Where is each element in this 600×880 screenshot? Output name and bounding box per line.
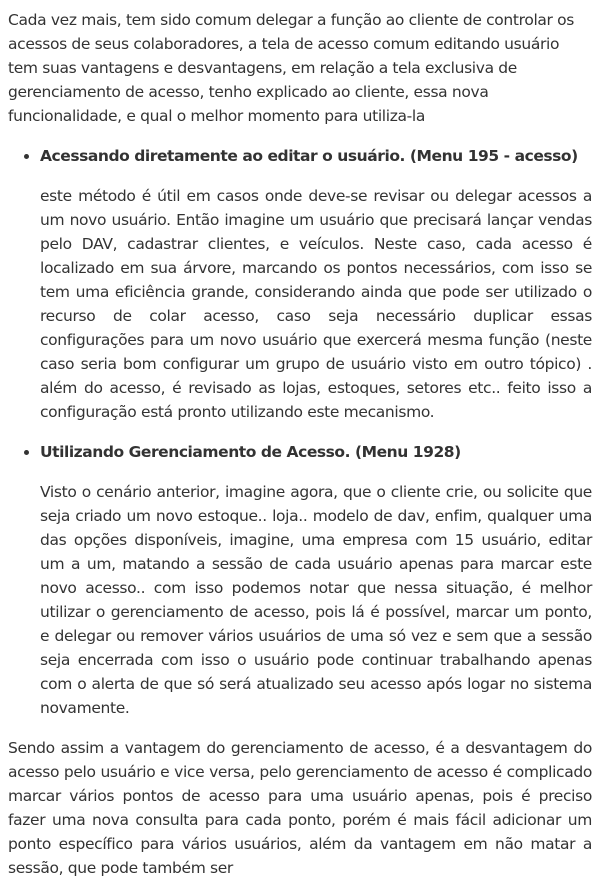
article [8,8,592,880]
item-body: este método é útil em casos onde deve-se revisar ou delegar acessos a um novo usuário. Então imagine um usuário que precisará lançar vendas pelo DAV, cadastrar clientes, e veículos. Neste caso, cada acesso é localizado em sua árvore, marcando os pontos necessários, com isso se tem uma eficiência grande, considerando ainda que pode ser utilizado o recurso de colar acesso, caso seja necessário duplicar essas configurações para um novo usuário que exercerá mesma função (neste caso seria bom configurar um grupo de usuário visto em outro tópico) . além do acesso, é revisado as lojas, estoques, setores etc.. feito isso a configuração está pronto utilizando este mecanismo. [40,187,592,421]
conclusion-paragraph: Sendo assim a vantagem do gerenciamento de acesso, é a desvantagem do acesso pelo usuário e vice versa, pelo gerenciamento de acesso é complicado marcar vários pontos de acesso para uma usuário apenas, pois é preciso fazer uma nova consulta para cada ponto, porém é mais fácil adicionar um ponto específico para vários usuários, além da vantagem em não matar a sessão, que pode também ser [8,739,592,877]
intro-paragraph: Cada vez mais, tem sido comum delegar a função ao cliente de controlar os acessos de seus colaboradores, a tela de acesso comum editando usuário tem suas vantagens e desvantagens, em relação a tela exclusiva de gerenciamento de acesso, tenho explicado ao cliente, essa nova funcionalidade, e qual o melhor momento para utiliza-la [8,11,575,125]
list-item-access-management [40,440,592,720]
item-title: • Acessando diretamente ao editar o usuário. (Menu 195 - acesso) [40,147,578,165]
list-item-edit-user [40,144,592,424]
item-title: • Utilizando Gerenciamento de Acesso. (Menu 1928) [40,443,461,461]
item-body: Visto o cenário anterior, imagine agora, que o cliente crie, ou solicite que seja criado um novo estoque.. loja.. modelo de dav, enfim, qualquer uma das opções disponíveis, imagine, uma empresa com 15 usuário, editar um a um, matando a sessão de cada usuário apenas para marcar este novo acesso.. com isso podemos notar que nessa situação, é melhor utilizar o gerenciamento de acesso, pois lá é possível, marcar um ponto, e delegar ou remover vários usuários de uma só vez e sem que a sessão seja encerrada com isso o usuário pode continuar trabalhando apenas com o alerta de que só será atualizado seu acesso após logar no sistema novamente. [40,483,592,717]
methods-list [8,144,592,720]
